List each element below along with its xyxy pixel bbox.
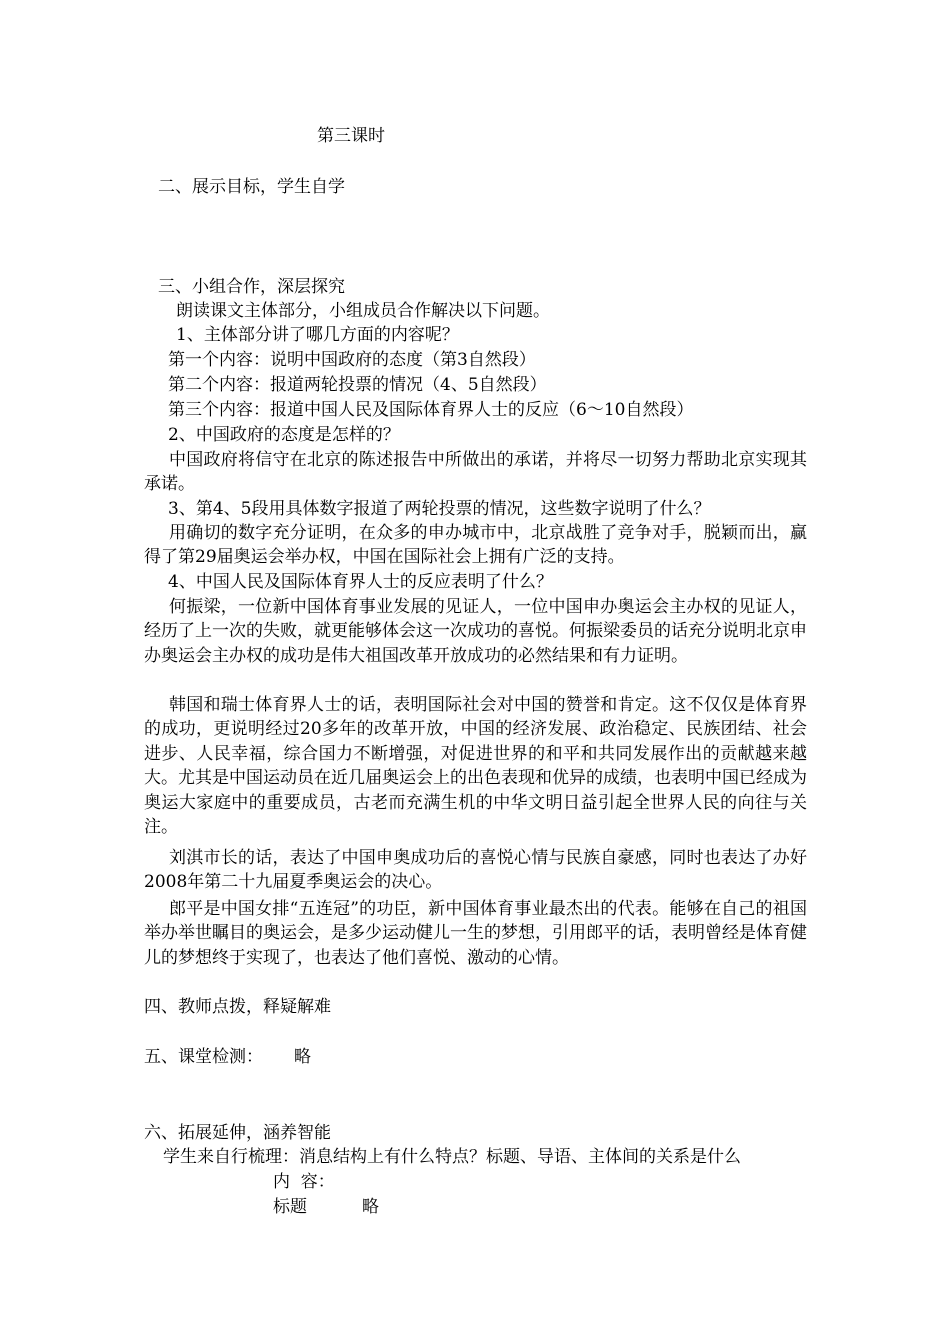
content-item-3: 第三个内容：报道中国人民及国际体育界人士的反应（6～10自然段） [168, 400, 694, 420]
answer-3: 用确切的数字充分证明，在众多的申办城市中，北京战胜了竞争对手，脱颖而出，赢得了第29届奥运会举办权，中国在国际社会上拥有广泛的支持。 [144, 523, 807, 568]
question-3: 3、第4、5段用具体数字报道了两轮投票的情况，这些数字说明了什么？ [168, 499, 711, 519]
answer-4-paragraph: 何振梁，一位新中国体育事业发展的见证人，一位中国申办奥运会主办权的见证人，经历了上一次的失败，就更能够体会这一次成功的喜悦。何振梁委员的话充分说明北京申办奥运会主办权的成功是伟大祖国改革开放成功的必然结果和有力证明。 [144, 597, 807, 666]
section-2-heading: 二、展示目标，学生自学 [158, 177, 345, 197]
structure-row-label: 标题 [273, 1197, 307, 1217]
content-label: 内 容： [273, 1172, 335, 1192]
section-3-intro: 朗读课文主体部分，小组成员合作解决以下问题。 [176, 301, 550, 321]
question-1: 1、主体部分讲了哪几方面的内容呢？ [176, 325, 459, 345]
question-2: 2、中国政府的态度是怎样的？ [168, 425, 400, 445]
structure-row-value: 略 [362, 1197, 379, 1217]
content-item-2: 第二个内容：报道两轮投票的情况（4、5自然段） [168, 375, 547, 395]
answer-4-paragraph: 韩国和瑞士体育界人士的话，表明国际社会对中国的赞誉和肯定。这不仅仅是体育界的成功，更说明经过20多年的改革开放，中国的经济发展、政治稳定、民族团结、社会进步、人民幸福，综合国力不断增强，对促进世界的和平和共同发展作出的贡献越来越大。尤其是中国运动员在近几届奥运会上的出色表现和优异的成绩，也表明中国已经成为奥运大家庭中的重要成员，古老而充满生机的中华文明日益引起全世界人民的向往与关注。 [144, 695, 807, 838]
section-6-heading: 六、拓展延伸，涵养智能 [144, 1123, 331, 1143]
content-item-1: 第一个内容：说明中国政府的态度（第3自然段） [168, 350, 536, 370]
question-4: 4、中国人民及国际体育界人士的反应表明了什么？ [168, 572, 553, 592]
section-5-label: 五、课堂检测： [144, 1047, 263, 1067]
section-5-value: 略 [294, 1047, 311, 1067]
section-3-heading: 三、小组合作，深层探究 [158, 277, 345, 297]
answer-4-paragraph: 郎平是中国女排“五连冠”的功臣，新中国体育事业最杰出的代表。能够在自己的祖国举办举世瞩目的奥运会，是多少运动健儿一生的梦想，引用郎平的话，表明曾经是体育健儿的梦想终于实现了，也表达了他们喜悦、激动的心情。 [144, 899, 807, 968]
section-6-prompt: 学生来自行梳理：消息结构上有什么特点？标题、导语、主体间的关系是什么 [163, 1147, 741, 1167]
lesson-title: 第三课时 [317, 126, 385, 146]
section-4-heading: 四、教师点拨，释疑解难 [144, 997, 331, 1017]
answer-4-paragraph: 刘淇市长的话，表达了中国申奥成功后的喜悦心情与民族自豪感，同时也表达了办好2008年第二十九届夏季奥运会的决心。 [144, 848, 807, 893]
answer-2: 中国政府将信守在北京的陈述报告中所做出的承诺，并将尽一切努力帮助北京实现其承诺。 [144, 450, 807, 495]
